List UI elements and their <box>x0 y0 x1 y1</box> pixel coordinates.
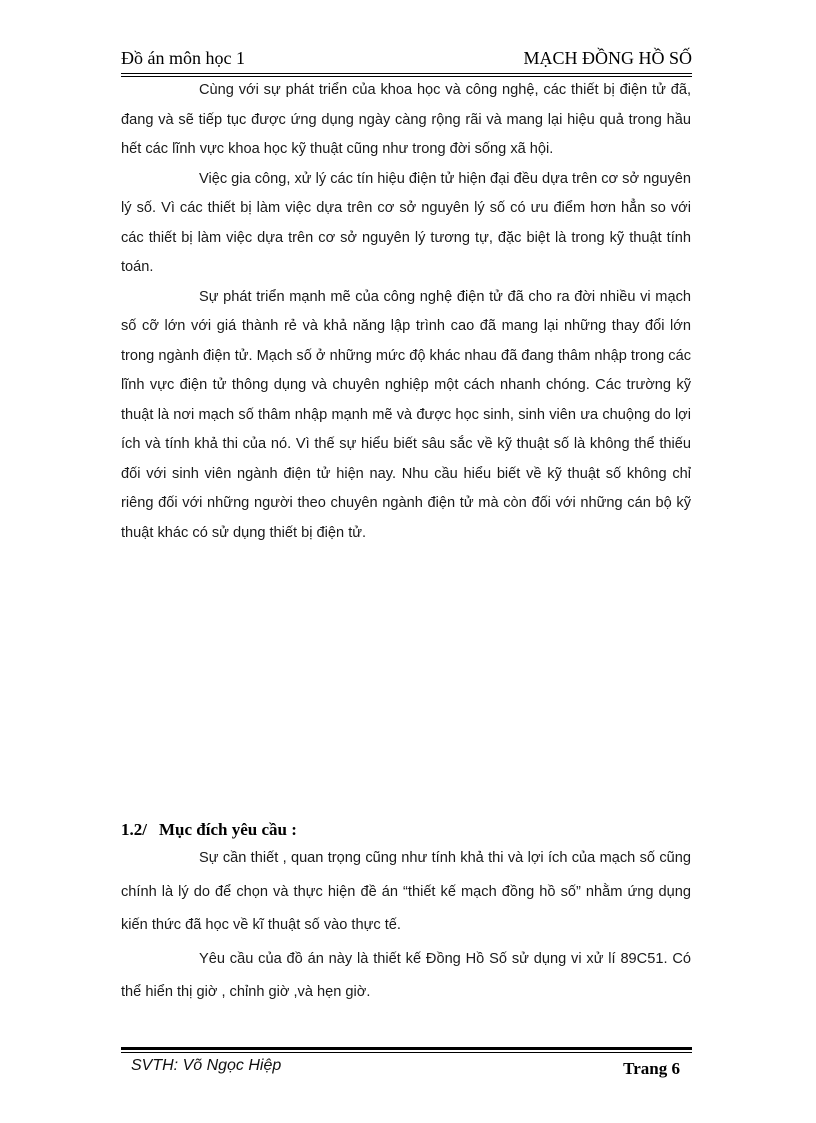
footer-rule-thin <box>121 1052 692 1053</box>
section-title: Mục đích yêu cầu : <box>159 820 297 839</box>
intro-paragraph-2: Việc gia công, xử lý các tín hiệu điện tử hiện đại đều dựa trên cơ sở nguyên lý số. Vì các thiết bị làm việc dựa trên cơ sở nguyên lý số có ưu điểm hơn hẳn so với các thiết bị làm việc dựa trên cơ sở nguyên lý tương tự, đặc biệt là trong kỹ thuật tính toán. <box>121 170 691 275</box>
intro-text <box>121 76 691 548</box>
footer-page-number: Trang 6 <box>623 1059 680 1078</box>
footer-author: SVTH: Võ Ngọc Hiệp <box>131 1057 282 1074</box>
header-rule <box>121 73 692 74</box>
header-project-title: MẠCH ĐỒNG HỒ SỐ <box>523 48 692 68</box>
header-course-title: Đồ án môn học 1 <box>121 48 245 68</box>
section-heading <box>121 820 297 840</box>
page-header <box>121 48 692 74</box>
section-paragraph-1: Sự cần thiết , quan trọng cũng như tính khả thi và lợi ích của mạch số cũng chính là lý do để chọn và thực hiện đề án “thiết kế mạch đồng hồ số” nhằm ứng dụng kiến thức đã học về kĩ thuật số vào thực tế. <box>121 850 691 933</box>
footer-rule-thick <box>121 1047 692 1050</box>
intro-paragraph-1: Cùng với sự phát triển của khoa học và công nghệ, các thiết bị điện tử đã, đang và sẽ tiếp tục được ứng dụng ngày càng rộng rãi và mang lại hiệu quả trong hầu hết các lĩnh vực khoa học kỹ thuật cũng như trong đời sống xã hội. <box>121 82 691 157</box>
section-paragraph-2: Yêu cầu của đồ án này là thiết kế Đồng Hồ Số sử dụng vi xử lí 89C51. Có thể hiển thị giờ , chỉnh giờ ,và hẹn giờ. <box>121 950 691 1000</box>
section-text <box>121 842 691 1010</box>
intro-paragraph-3: Sự phát triển mạnh mẽ của công nghệ điện tử đã cho ra đời nhiều vi mạch số cỡ lớn với giá thành rẻ và khả năng lập trình cao đã mang lại những thay đổi lớn trong ngành điện tử. Mạch số ở những mức độ khác nhau đã đang thâm nhập trong các lĩnh vực điện tử thông dụng và chuyên nghiệp một cách nhanh chóng. Các trường kỹ thuật là nơi mạch số thâm nhập mạnh mẽ và được học sinh, sinh viên ưa chuộng do lợi ích và tính khả thi của nó. Vì thế sự hiểu biết sâu sắc về kỹ thuật số là không thể thiếu đối với sinh viên ngành điện tử hiện nay. Nhu cầu hiểu biết về kỹ thuật số không chỉ riêng đối với những người theo chuyên ngành điện tử mà còn đối với những cán bộ kỹ thuật khác có sử dụng thiết bị điện tử. <box>121 288 691 541</box>
section-number: 1.2/ <box>121 820 147 839</box>
